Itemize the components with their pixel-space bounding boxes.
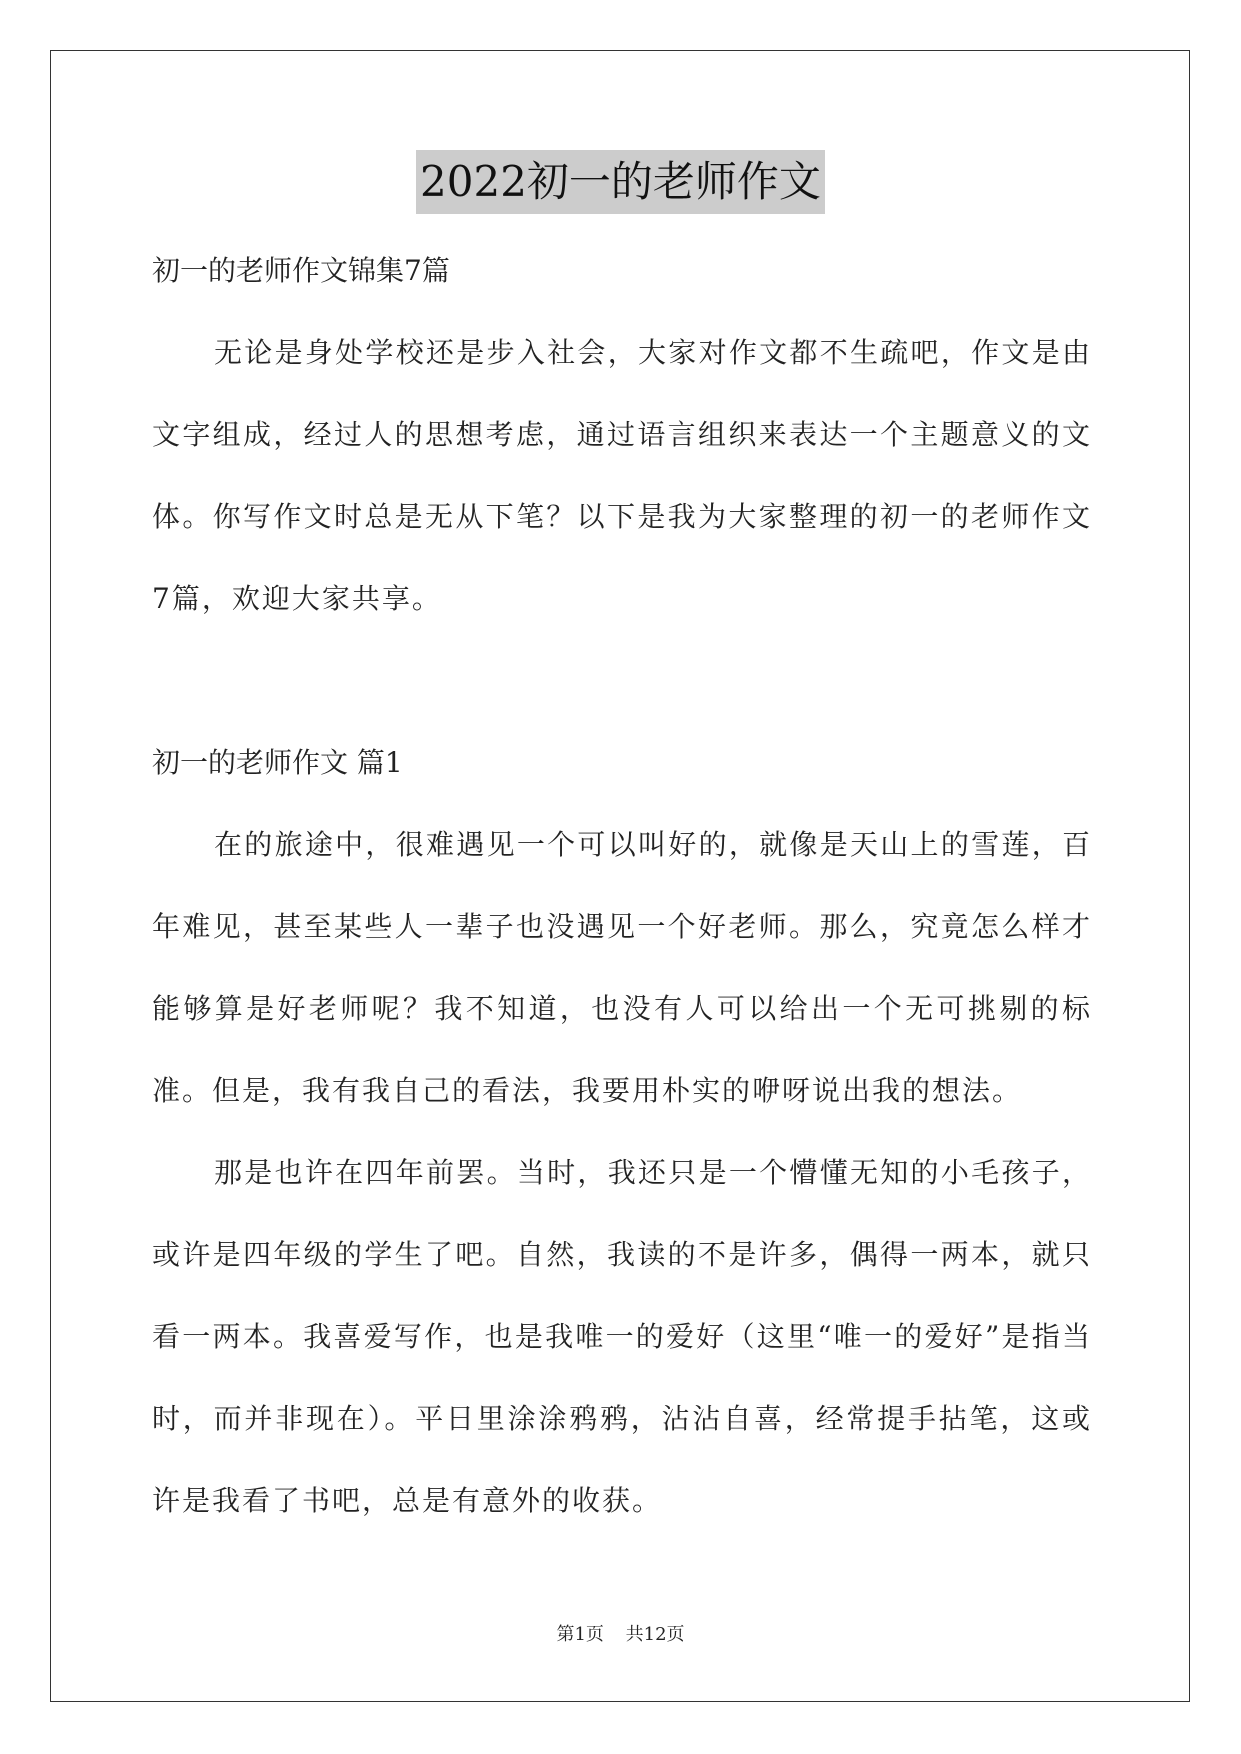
- section-gap: [152, 640, 1092, 722]
- title-container: [0, 150, 1241, 214]
- section-heading: 初一的老师作文 篇1: [152, 746, 403, 779]
- document-title: 2022初一的老师作文: [416, 150, 825, 214]
- body-paragraph-1: 在的旅途中，很难遇见一个可以叫好的，就像是天山上的雪莲，百年难见，甚至某些人一辈子也没遇见一个好老师。那么，究竟怎么样才能够算是好老师呢？我不知道，也没有人可以给出一个无可挑剔的标准。但是，我有我自己的看法，我要用朴实的咿呀说出我的想法。: [152, 828, 1092, 1107]
- body-paragraph-2: 那是也许在四年前罢。当时，我还只是一个懵懂无知的小毛孩子，或许是四年级的学生了吧。自然，我读的不是许多，偶得一两本，就只看一两本。我喜爱写作，也是我唯一的爱好（这里“唯一的爱好”是指当时，而并非现在）。平日里涂涂鸦鸦，沾沾自喜，经常提手拈笔，这或许是我看了书吧，总是有意外的收获。: [152, 1156, 1092, 1517]
- page-footer: [0, 1620, 1241, 1646]
- page-number-current: 第1页: [556, 1624, 604, 1645]
- page-number-total: 共12页: [625, 1624, 685, 1645]
- intro-paragraph: 无论是身处学校还是步入社会，大家对作文都不生疏吧，作文是由文字组成，经过人的思想考虑，通过语言组织来表达一个主题意义的文体。你写作文时总是无从下笔？以下是我为大家整理的初一的老师作文7篇，欢迎大家共享。: [152, 336, 1092, 615]
- intro-heading: 初一的老师作文锦集7篇: [152, 254, 450, 287]
- document-body: [152, 230, 1092, 1542]
